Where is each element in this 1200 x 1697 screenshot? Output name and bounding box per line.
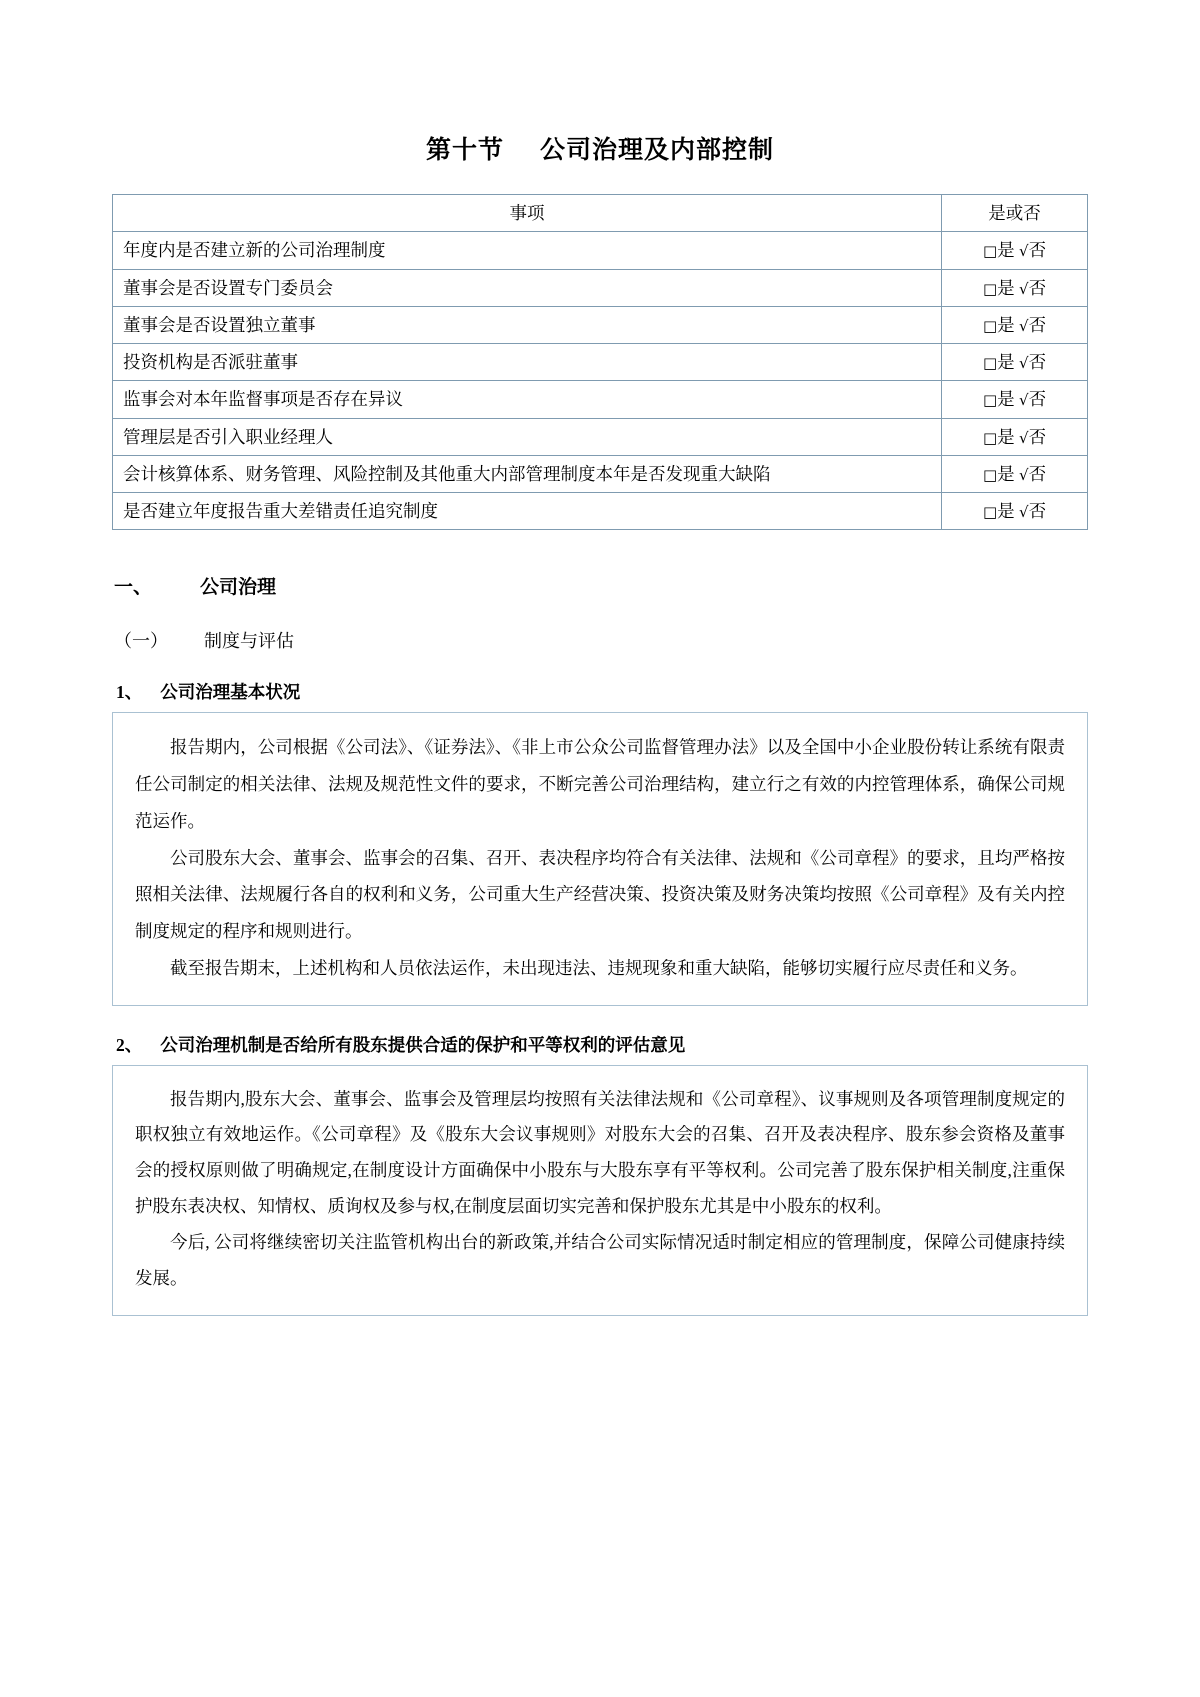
page-title <box>112 130 1088 166</box>
check-mark-icon[interactable]: √ <box>1019 242 1029 261</box>
checkbox-unchecked-icon[interactable]: □ <box>982 316 998 335</box>
row-item-label: 投资机构是否派驻董事 <box>113 344 942 381</box>
item-number: 1、 <box>116 682 143 703</box>
row-answer-cell <box>942 493 1088 530</box>
table-row <box>113 269 1088 306</box>
paragraph: 今后, 公司将继续密切关注监管机构出台的新政策,并结合公司实际情况适时制定相应的管理制度，保障公司健康持续发展。 <box>135 1232 1065 1288</box>
table-row <box>113 455 1088 492</box>
item-number: 2、 <box>116 1034 143 1055</box>
checkbox-unchecked-icon[interactable]: □ <box>982 503 998 521</box>
page-title-main: 公司治理及内部控制 <box>540 137 775 164</box>
section-heading-one <box>112 572 1088 599</box>
no-label: 否 <box>1028 277 1047 298</box>
table-row <box>113 306 1088 343</box>
table-row <box>113 493 1088 530</box>
check-mark-icon[interactable]: √ <box>1019 391 1029 410</box>
row-item-label: 董事会是否设置专门委员会 <box>113 269 942 306</box>
checkbox-unchecked-icon[interactable]: □ <box>982 465 998 484</box>
yes-label: 是 <box>997 389 1015 410</box>
item-title: 公司治理机制是否给所有股东提供合适的保护和平等权利的评估意见 <box>160 1034 686 1055</box>
column-header-answer: 是或否 <box>942 195 1088 232</box>
yes-label: 是 <box>997 314 1015 335</box>
paragraph: 截至报告期末，上述机构和人员依法运作，未出现违法、违规现象和重大缺陷，能够切实履行应尽责任和义务。 <box>170 957 1028 978</box>
row-item-label: 年度内是否建立新的公司治理制度 <box>113 232 942 269</box>
row-item-label: 监事会对本年监督事项是否存在异议 <box>113 381 942 418</box>
yes-label: 是 <box>997 352 1015 372</box>
governance-table <box>112 194 1088 530</box>
table-row <box>113 232 1088 269</box>
paragraph: 公司股东大会、董事会、监事会的召集、召开、表决程序均符合有关法律、法规和《公司章程》的要求，且均严格按照相关法律、法规履行各自的权利和义务，公司重大生产经营决策、投资决策及财务决策均按照《公司章程》及有关内控制度规定的程序和规则进行。 <box>135 847 1065 941</box>
subsection-number: （一） <box>114 631 168 652</box>
table-row <box>113 418 1088 455</box>
row-answer-cell <box>942 344 1088 381</box>
yes-label: 是 <box>997 463 1015 484</box>
row-item-label: 管理层是否引入职业经理人 <box>113 418 942 455</box>
check-mark-icon[interactable]: √ <box>1019 465 1029 484</box>
check-mark-icon[interactable]: √ <box>1019 279 1029 298</box>
no-label: 否 <box>1028 463 1047 484</box>
no-label: 否 <box>1028 389 1047 410</box>
page-title-prefix: 第十节 <box>425 137 504 164</box>
check-mark-icon[interactable]: √ <box>1019 316 1029 335</box>
row-item-label: 会计核算体系、财务管理、风险控制及其他重大内部管理制度本年是否发现重大缺陷 <box>113 455 942 492</box>
check-mark-icon[interactable]: √ <box>1019 354 1029 372</box>
table-header-row <box>113 195 1088 232</box>
yes-label: 是 <box>997 501 1015 521</box>
row-answer-cell <box>942 232 1088 269</box>
row-answer-cell <box>942 455 1088 492</box>
checkbox-unchecked-icon[interactable]: □ <box>982 428 998 447</box>
item-title: 公司治理基本状况 <box>160 682 301 703</box>
section-number: 一、 <box>114 577 153 599</box>
section-title: 公司治理 <box>200 577 277 599</box>
yes-label: 是 <box>997 277 1015 298</box>
no-label: 否 <box>1028 240 1047 261</box>
checkbox-unchecked-icon[interactable]: □ <box>982 279 998 298</box>
checkbox-unchecked-icon[interactable]: □ <box>982 242 998 261</box>
table-row <box>113 381 1088 418</box>
yes-label: 是 <box>997 426 1015 447</box>
row-answer-cell <box>942 306 1088 343</box>
subsection-heading <box>112 627 1088 653</box>
row-answer-cell <box>942 418 1088 455</box>
item2-text-box <box>112 1065 1088 1316</box>
check-mark-icon[interactable]: √ <box>1019 428 1029 447</box>
checkbox-unchecked-icon[interactable]: □ <box>982 391 998 410</box>
row-item-label: 董事会是否设置独立董事 <box>113 306 942 343</box>
yes-label: 是 <box>997 240 1015 261</box>
row-item-label: 是否建立年度报告重大差错责任追究制度 <box>113 493 942 530</box>
row-answer-cell <box>942 381 1088 418</box>
paragraph: 报告期内,股东大会、董事会、监事会及管理层均按照有关法律法规和《公司章程》、议事规则及各项管理制度规定的职权独立有效地运作。《公司章程》及《股东大会议事规则》对股东大会的召集、召开及表决程序、股东参会资格及董事会的授权原则做了明确规定,在制度设计方面确保中小股东与大股东享有平等权利。公司完善了股东保护相关制度,注重保护股东表决权、知情权、质询权及参与权,在制度层面切实完善和保护股东尤其是中小股东的权利。 <box>135 1088 1065 1217</box>
no-label: 否 <box>1028 426 1047 447</box>
checkbox-unchecked-icon[interactable]: □ <box>982 354 998 372</box>
row-answer-cell <box>942 269 1088 306</box>
check-mark-icon[interactable]: √ <box>1019 503 1029 521</box>
no-label: 否 <box>1028 314 1047 335</box>
no-label: 否 <box>1028 501 1047 521</box>
column-header-item: 事项 <box>113 195 942 232</box>
item-heading-1 <box>112 679 1088 704</box>
item-heading-2 <box>112 1032 1088 1057</box>
item1-text-box <box>112 712 1088 1005</box>
subsection-title: 制度与评估 <box>204 631 294 652</box>
no-label: 否 <box>1028 352 1047 372</box>
table-row <box>113 344 1088 381</box>
paragraph: 报告期内，公司根据《公司法》、《证券法》、《非上市公众公司监督管理办法》以及全国中小企业股份转让系统有限责任公司制定的相关法律、法规及规范性文件的要求，不断完善公司治理结构，建立行之有效的内控管理体系，确保公司规范运作。 <box>135 737 1065 831</box>
